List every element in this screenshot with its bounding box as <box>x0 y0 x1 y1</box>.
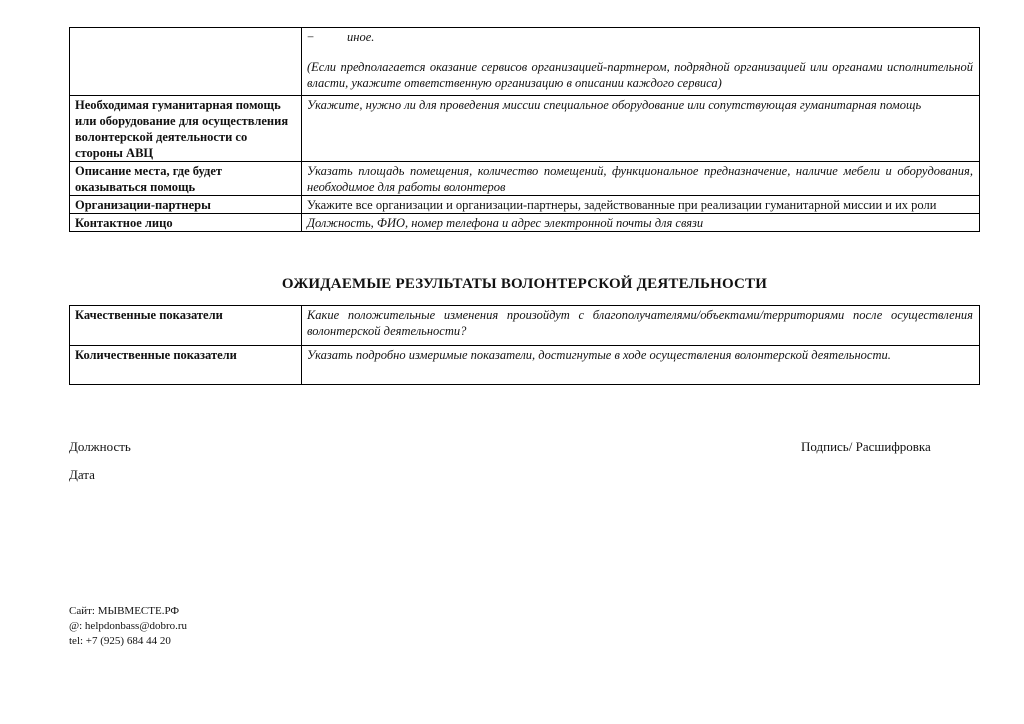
row-label: Необходимая гуманитарная помощь или оборудование для осуществления волонтерской деятельности со стороны АВЦ <box>70 96 302 162</box>
table-row <box>70 306 980 346</box>
position-label: Должность <box>69 439 131 454</box>
row-label: Описание места, где будет оказываться помощь <box>70 162 302 196</box>
table-row <box>70 196 980 214</box>
request-details-table <box>69 27 980 232</box>
row-label: Контактное лицо <box>70 214 302 232</box>
row-label: Количественные показатели <box>70 346 302 385</box>
row-value: Указать подробно измеримые показатели, достигнутые в ходе осуществления волонтерской деятельности. <box>302 346 980 385</box>
footer-email: @: helpdonbass@dobro.ru <box>69 620 188 632</box>
table-row <box>70 96 980 162</box>
table-row <box>70 28 980 96</box>
row-value: Укажите, нужно ли для проведения миссии специальное оборудование или сопутствующая гуманитарная помощь <box>302 96 980 162</box>
row-label: Организации-партнеры <box>70 196 302 214</box>
row-value: Укажите все организации и организации-партнеры, задействованные при реализации гуманитарной миссии и их роли <box>302 196 980 214</box>
date-label: Дата <box>69 467 95 482</box>
row-value: Должность, ФИО, номер телефона и адрес электронной почты для связи <box>302 214 980 232</box>
row-value: Указать площадь помещения, количество помещений, функциональное предназначение, наличие мебели и оборудования, необходимое для работы волонтеров <box>302 162 980 196</box>
list-item <box>307 29 973 45</box>
footer-phone: tel: +7 (925) 684 44 20 <box>69 635 171 647</box>
table-row <box>70 214 980 232</box>
footer-site: Сайт: МЫВМЕСТЕ.РФ <box>69 605 180 617</box>
contact-footer <box>69 604 187 649</box>
row-label: Качественные показатели <box>70 306 302 346</box>
signature-label: Подпись/ Расшифровка <box>801 439 931 454</box>
services-note: (Если предполагается оказание сервисов организацией-партнером, подрядной организацией или органами исполнительной власти, укажите ответственную организацию в описании каждого сервиса) <box>307 60 973 90</box>
dash-marker: − <box>307 30 315 44</box>
table-row <box>70 346 980 385</box>
empty-label-cell <box>70 28 302 96</box>
row-value: Какие положительные изменения произойдут с благополучателями/объектами/территориями после осуществления волонтерской деятельности? <box>302 306 980 346</box>
services-continuation-cell <box>302 28 980 96</box>
list-item-text: иное. <box>347 30 375 44</box>
section-heading: ОЖИДАЕМЫЕ РЕЗУЛЬТАТЫ ВОЛОНТЕРСКОЙ ДЕЯТЕЛЬНОСТИ <box>281 276 768 292</box>
table-row <box>70 162 980 196</box>
expected-results-table <box>69 305 980 385</box>
